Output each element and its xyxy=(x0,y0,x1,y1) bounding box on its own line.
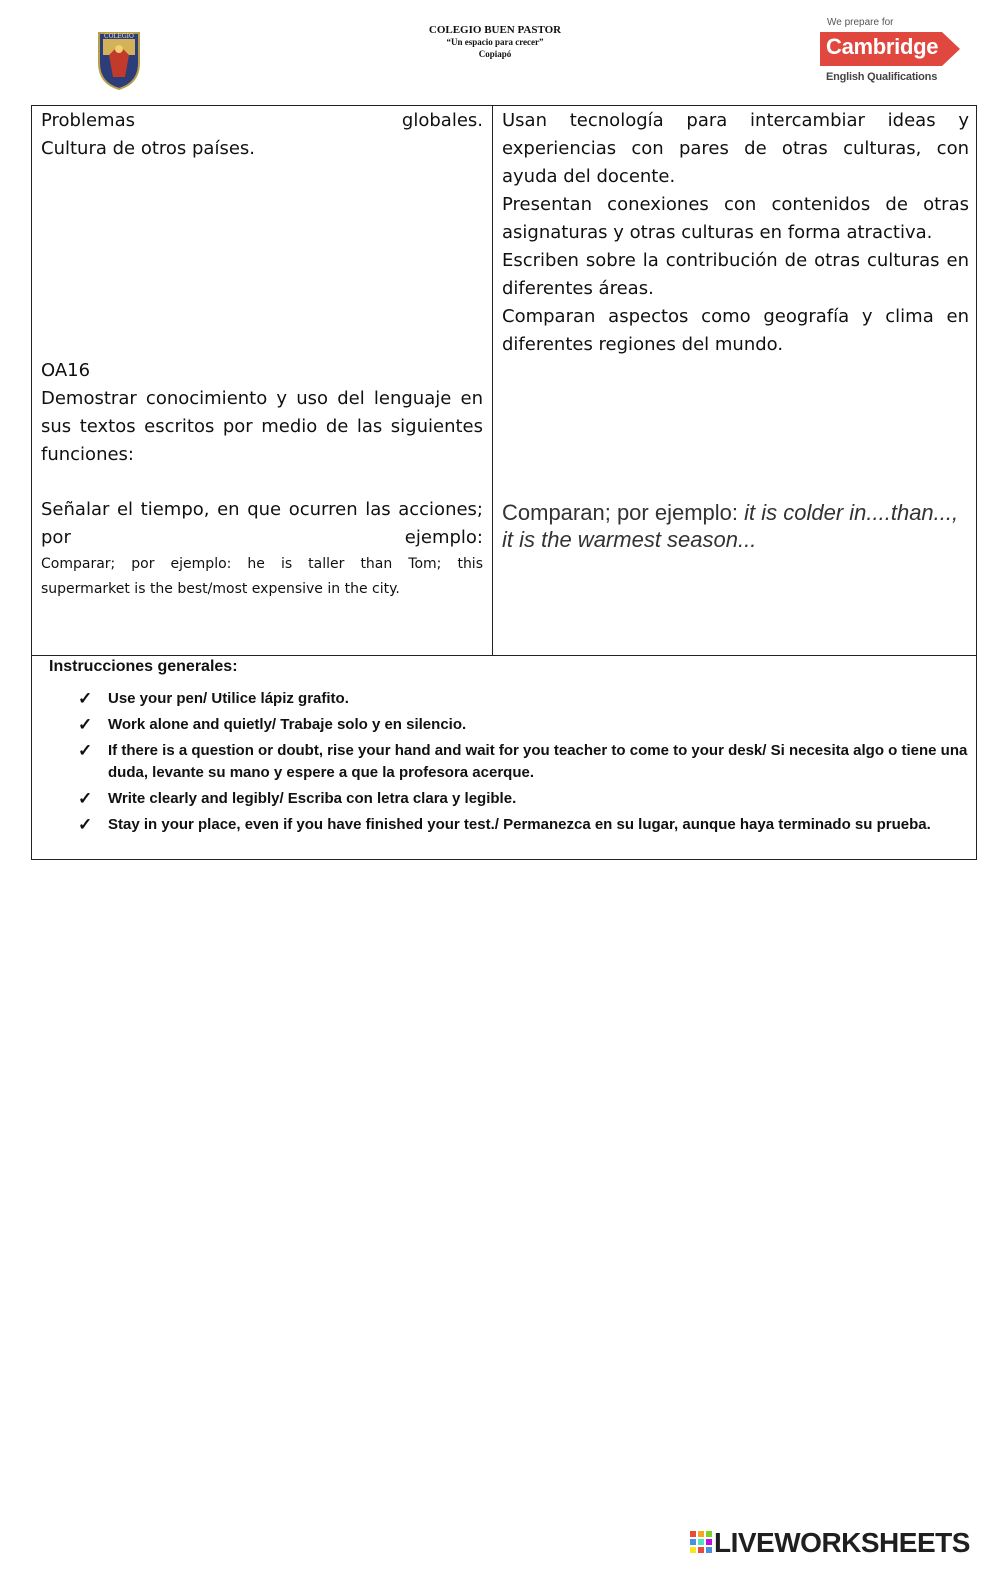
topic-problems-word: Problemas xyxy=(41,110,135,131)
check-icon: ✓ xyxy=(78,741,93,760)
cambridge-logo xyxy=(820,14,970,90)
objective-code: OA16 xyxy=(41,360,91,381)
instruction-item xyxy=(78,740,968,784)
left-cell-function xyxy=(41,496,483,602)
row-divider xyxy=(32,655,976,656)
instruction-text: Use your pen/ Utilice lápiz grafito. xyxy=(108,690,349,707)
liveworksheets-blocks-icon xyxy=(690,1531,712,1553)
liveworksheets-brand: LIVEWORKSHEETS xyxy=(714,1527,970,1558)
topic-culture: Cultura de otros países. xyxy=(41,138,256,159)
cambridge-subtitle: English Qualifications xyxy=(826,71,938,83)
school-header xyxy=(395,24,595,60)
cambridge-brand: Cambridge xyxy=(826,34,939,59)
cambridge-prep-text: We prepare for xyxy=(827,17,894,28)
school-name: COLEGIO BUEN PASTOR xyxy=(428,24,562,36)
instruction-text: If there is a question or doubt, rise your hand and wait for you teacher to come to your desk/ Si necesita algo o tiene una duda, levante su mano y espere a que la profesora acerque. xyxy=(108,742,968,781)
function-example: Comparar; por ejemplo: he is taller than Tom; this supermarket is the best/most expensive in the city. xyxy=(41,556,483,597)
instruction-item xyxy=(78,688,968,710)
instruction-text: Stay in your place, even if you have finished your test./ Permanezca en su lugar, aunque haya terminado su prueba. xyxy=(108,816,931,833)
example-lead: Comparan; por ejemplo: xyxy=(502,500,745,525)
svg-text:COLEGIO: COLEGIO xyxy=(104,33,134,40)
instruction-text: Work alone and quietly/ Trabaje solo y en silencio. xyxy=(108,716,467,733)
indicator-item: Presentan conexiones con contenidos de otras asignaturas y otras culturas en forma atractiva. xyxy=(502,194,969,243)
check-icon: ✓ xyxy=(78,789,93,808)
instructions-title: Instrucciones generales: xyxy=(49,658,238,675)
right-cell-example xyxy=(502,499,972,553)
liveworksheets-logo[interactable] xyxy=(690,1527,990,1559)
function-lead: Señalar el tiempo, en que ocurren las acciones; por ejemplo: xyxy=(41,499,483,548)
check-icon: ✓ xyxy=(78,715,93,734)
right-cell-indicators xyxy=(502,107,969,359)
check-icon: ✓ xyxy=(78,815,93,834)
instruction-text: Write clearly and legibly/ Escriba con letra clara y legible. xyxy=(108,790,517,807)
instruction-item xyxy=(78,714,968,736)
indicator-item: Escriben sobre la contribución de otras culturas en diferentes áreas. xyxy=(502,250,969,299)
left-cell-objective xyxy=(41,357,483,469)
instructions-list xyxy=(78,688,968,840)
indicator-item: Comparan aspectos como geografía y clima en diferentes regiones del mundo. xyxy=(502,306,969,355)
school-crest-logo xyxy=(95,27,143,91)
check-icon: ✓ xyxy=(78,689,93,708)
column-divider xyxy=(492,106,493,655)
instruction-item xyxy=(78,788,968,810)
indicator-item: Usan tecnología para intercambiar ideas y experiencias con pares de otras culturas, con ayuda del docente. xyxy=(502,110,969,187)
function-text xyxy=(41,496,483,552)
school-motto: “Un espacio para crecer” xyxy=(446,37,544,47)
left-cell-topics xyxy=(41,107,483,163)
objective-text: Demostrar conocimiento y uso del lenguaje en sus textos escritos por medio de las siguientes funciones: xyxy=(41,388,483,465)
instruction-item xyxy=(78,814,968,836)
example-italic: it is colder in....than..., it is the warmest season... xyxy=(502,500,959,552)
topic-global-word: globales. xyxy=(401,110,483,131)
school-city: Copiapó xyxy=(478,49,512,59)
